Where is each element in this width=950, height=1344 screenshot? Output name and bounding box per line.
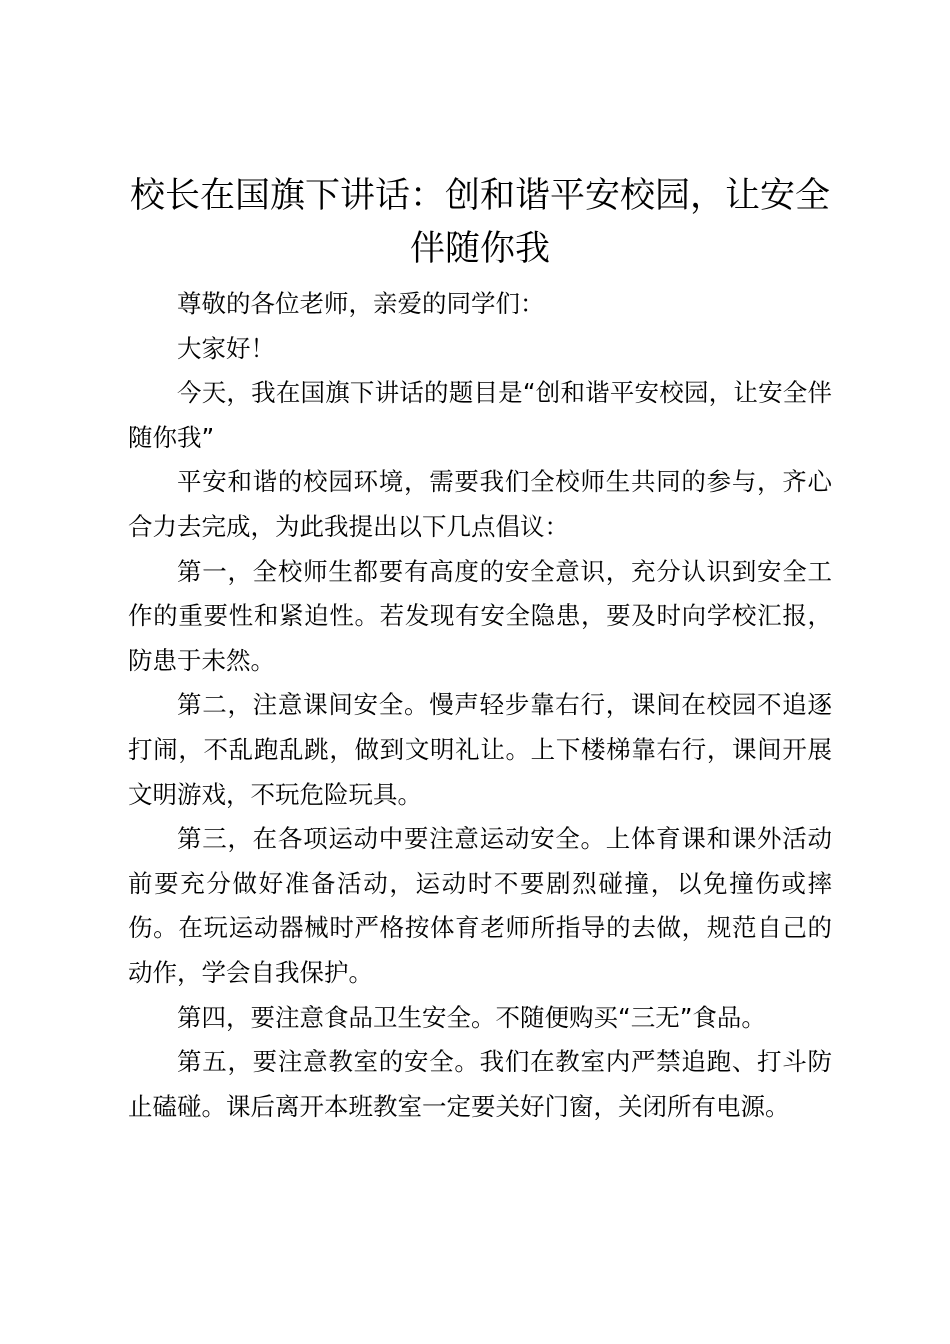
- paragraph-topic: 今天，我在国旗下讲话的题目是“创和谐平安校园，让安全伴随你我”: [128, 378, 832, 452]
- document-title: 校长在国旗下讲话：创和谐平安校园，让安全伴随你我: [129, 176, 830, 269]
- paragraph-point-2: 第二，注意课间安全。慢声轻步靠右行，课间在校园不追逐打闹，不乱跑乱跳，做到文明礼让。上下楼梯靠右行，课间开展文明游戏，不玩危险玩具。: [128, 690, 832, 809]
- paragraph-salutation: 尊敬的各位老师，亲爱的同学们：: [177, 289, 545, 318]
- paragraph-greeting: 大家好！: [177, 333, 275, 363]
- paragraph-point-1: 第一，全校师生都要有高度的安全意识，充分认识到安全工作的重要性和紧迫性。若发现有安全隐患，要及时向学校汇报，防患于未然。: [128, 556, 832, 675]
- paragraph-point-4: 第四，要注意食品卫生安全。不随便购买“三无”食品。: [177, 1002, 766, 1032]
- paragraph-point-3: 第三，在各项运动中要注意运动安全。上体育课和课外活动前要充分做好准备活动，运动时不要剧烈碰撞，以免撞伤或摔伤。在玩运动器械时严格按体育老师所指导的去做，规范自己的动作，学会自我保护。: [128, 824, 832, 987]
- document-body: [128, 170, 832, 1129]
- paragraph-proposal-intro: 平安和谐的校园环境，需要我们全校师生共同的参与，齐心合力去完成，为此我提出以下几点倡议：: [128, 467, 832, 541]
- paragraph-point-5: 第五，要注意教室的安全。我们在教室内严禁追跑、打斗防止磕碰。课后离开本班教室一定要关好门窗，关闭所有电源。: [128, 1047, 832, 1121]
